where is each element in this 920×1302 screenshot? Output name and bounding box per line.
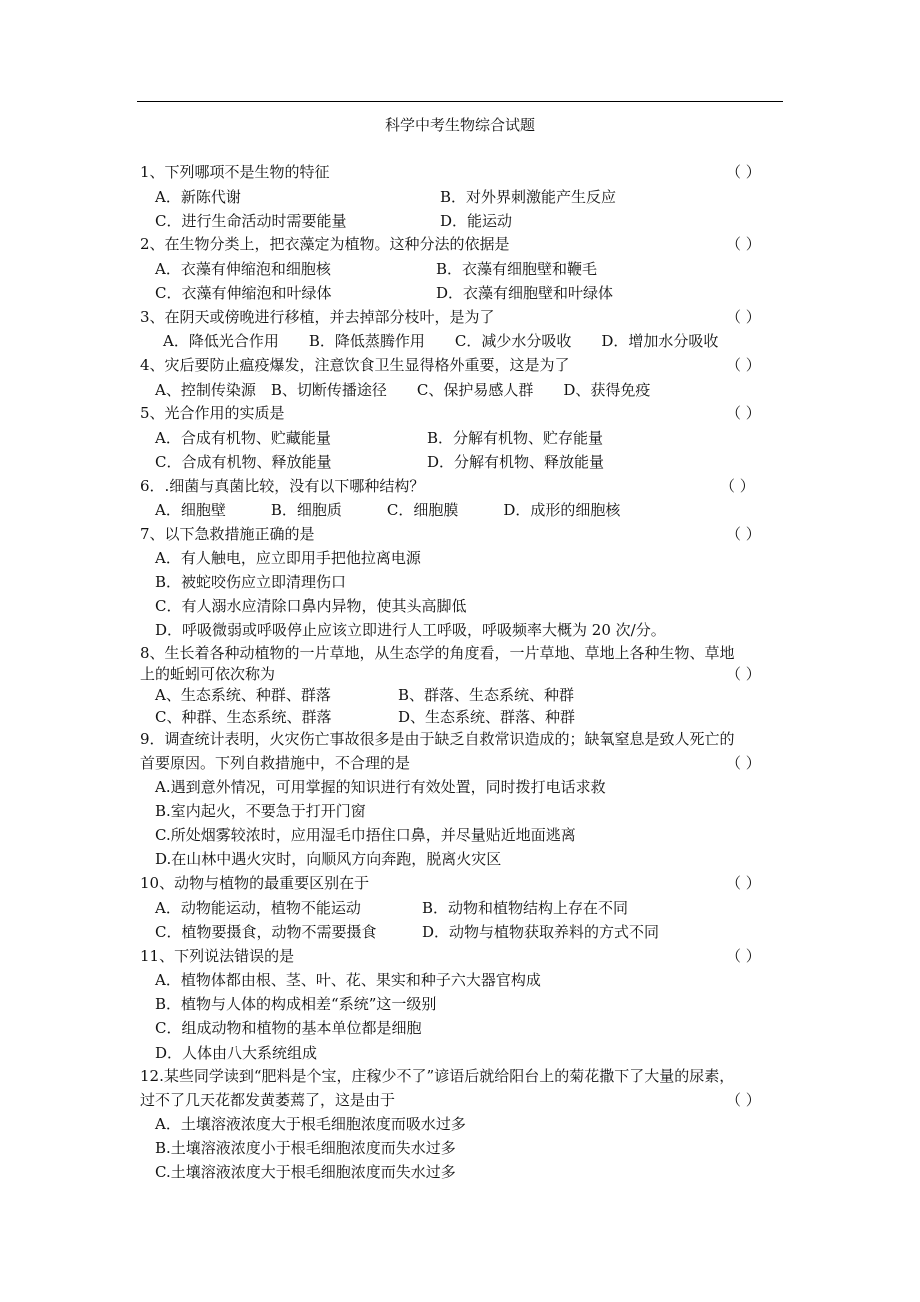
q2-option-b: B．衣藻有细胞壁和鞭毛 <box>436 260 598 278</box>
answer-blank-10: （ ） <box>726 874 761 892</box>
q12-option-c: C.土壤溶液浓度大于根毛细胞浓度而失水过多 <box>155 1163 456 1181</box>
q9-option-d: D.在山林中遇火灾时，向顺风方向奔跑，脱离火灾区 <box>155 850 502 868</box>
q11-option-d: D．人体由八大系统组成 <box>155 1044 318 1062</box>
question-1: 1、下列哪项不是生物的特征 <box>140 163 330 181</box>
q8-option-b: B、群落、生态系统、种群 <box>398 686 575 704</box>
q10-option-a: A．动物能运动，植物不能运动 <box>155 899 361 917</box>
answer-blank-11: （ ） <box>726 947 761 965</box>
q11-option-b: B．植物与人体的构成相差“系统”这一级别 <box>155 995 437 1013</box>
q9-option-b: B.室内起火，不要急于打开门窗 <box>155 802 366 820</box>
q11-option-c: C．组成动物和植物的基本单位都是细胞 <box>155 1019 422 1037</box>
q2-option-c: C．衣藻有伸缩泡和叶绿体 <box>155 284 332 302</box>
question-6: 6．.细菌与真菌比较，没有以下哪种结构？ <box>140 477 425 495</box>
question-2: 2、在生物分类上，把衣藻定为植物。这种分法的依据是 <box>140 235 510 253</box>
answer-blank-9: （ ） <box>726 754 761 772</box>
q5-option-c: C．合成有机物、释放能量 <box>155 453 332 471</box>
q10-option-c: C．植物要摄食，动物不需要摄食 <box>155 923 377 941</box>
question-9-line1: 9．调查统计表明，火灾伤亡事故很多是由于缺乏自救常识造成的；缺氧窒息是致人死亡的 <box>140 730 735 748</box>
answer-blank-6: （ ） <box>720 477 755 495</box>
q7-option-a: A．有人触电，应立即用手把他拉离电源 <box>155 549 421 567</box>
q5-option-d: D．分解有机物、释放能量 <box>427 453 605 471</box>
q10-option-b: B．动物和植物结构上存在不同 <box>422 899 629 917</box>
q2-option-a: A．衣藻有伸缩泡和细胞核 <box>155 260 331 278</box>
answer-blank-4: （ ） <box>726 356 761 374</box>
q8-option-a: A、生态系统、种群、群落 <box>155 686 331 704</box>
q9-option-a: A.遇到意外情况，可用掌握的知识进行有效处置，同时拨打电话求救 <box>155 778 606 796</box>
q8-option-d: D、生态系统、群落、种群 <box>398 708 576 726</box>
q8-option-c: C、种群、生态系统、群落 <box>155 708 332 726</box>
answer-blank-7: （ ） <box>726 525 761 543</box>
q2-option-d: D．衣藻有细胞壁和叶绿体 <box>436 284 614 302</box>
q12-option-b: B.土壤溶液浓度小于根毛细胞浓度而失水过多 <box>155 1139 456 1157</box>
q4-options: A、控制传染源 B、切断传播途径 C、保护易感人群 D、获得免疫 <box>155 381 651 399</box>
q1-option-a: A．新陈代谢 <box>155 188 241 206</box>
question-8-line2: 上的蚯蚓可依次称为 <box>140 665 276 683</box>
q12-option-a: A．土壤溶液浓度大于根毛细胞浓度而吸水过多 <box>155 1115 466 1133</box>
header-rule <box>137 101 783 102</box>
q5-option-a: A．合成有机物、贮藏能量 <box>155 429 331 447</box>
question-10: 10、动物与植物的最重要区别在于 <box>140 874 370 892</box>
answer-blank-5: （ ） <box>726 404 761 422</box>
q1-option-b: B．对外界刺激能产生反应 <box>440 188 617 206</box>
question-9-line2: 首要原因。下列自救措施中，不合理的是 <box>140 754 411 772</box>
q11-option-a: A．植物体都由根、茎、叶、花、果实和种子六大器官构成 <box>155 971 541 989</box>
q1-option-d: D．能运动 <box>440 212 513 230</box>
question-7: 7、以下急救措施正确的是 <box>140 525 315 543</box>
question-11: 11、下列说法错误的是 <box>140 947 295 965</box>
q9-option-c: C.所处烟雾较浓时，应用湿毛巾捂住口鼻，并尽量贴近地面逃离 <box>155 826 576 844</box>
q1-option-c: C．进行生命活动时需要能量 <box>155 212 347 230</box>
q10-option-d: D．动物与植物获取养料的方式不同 <box>422 923 660 941</box>
question-12-line2: 过不了几天花都发黄萎蔫了，这是由于 <box>140 1091 396 1109</box>
q7-option-b: B．被蛇咬伤应立即清理伤口 <box>155 573 347 591</box>
q7-option-d: D．呼吸微弱或呼吸停止应该立即进行人工呼吸，呼吸频率大概为 20 次/分。 <box>155 621 666 639</box>
q6-options: A．细胞壁 B．细胞质 C．细胞膜 D．成形的细胞核 <box>155 501 621 519</box>
answer-blank-8: （ ） <box>726 665 761 683</box>
question-4: 4、灾后要防止瘟疫爆发，注意饮食卫生显得格外重要，这是为了 <box>140 356 570 374</box>
question-12-line1: 12.某些同学读到“肥料是个宝，庄稼少不了”谚语后就给阳台上的菊花撒下了大量的尿素， <box>140 1067 735 1085</box>
question-5: 5、光合作用的实质是 <box>140 404 285 422</box>
page-title: 科学中考生物综合试题 <box>384 116 535 134</box>
question-3: 3、在阴天或傍晚进行移植，并去掉部分枝叶，是为了 <box>140 308 495 326</box>
answer-blank-3: （ ） <box>726 308 761 326</box>
q7-option-c: C．有人溺水应清除口鼻内异物，使其头高脚低 <box>155 597 467 615</box>
q3-options: A．降低光合作用 B．降低蒸腾作用 C．减少水分吸收 D．增加水分吸收 <box>163 332 719 350</box>
answer-blank-2: （ ） <box>726 235 761 253</box>
q5-option-b: B．分解有机物、贮存能量 <box>427 429 604 447</box>
answer-blank-12: （ ） <box>726 1091 761 1109</box>
answer-blank-1: （ ） <box>726 163 761 181</box>
question-8-line1: 8、生长着各种动植物的一片草地，从生态学的角度看，一片草地、草地上各种生物、草地 <box>140 644 735 662</box>
